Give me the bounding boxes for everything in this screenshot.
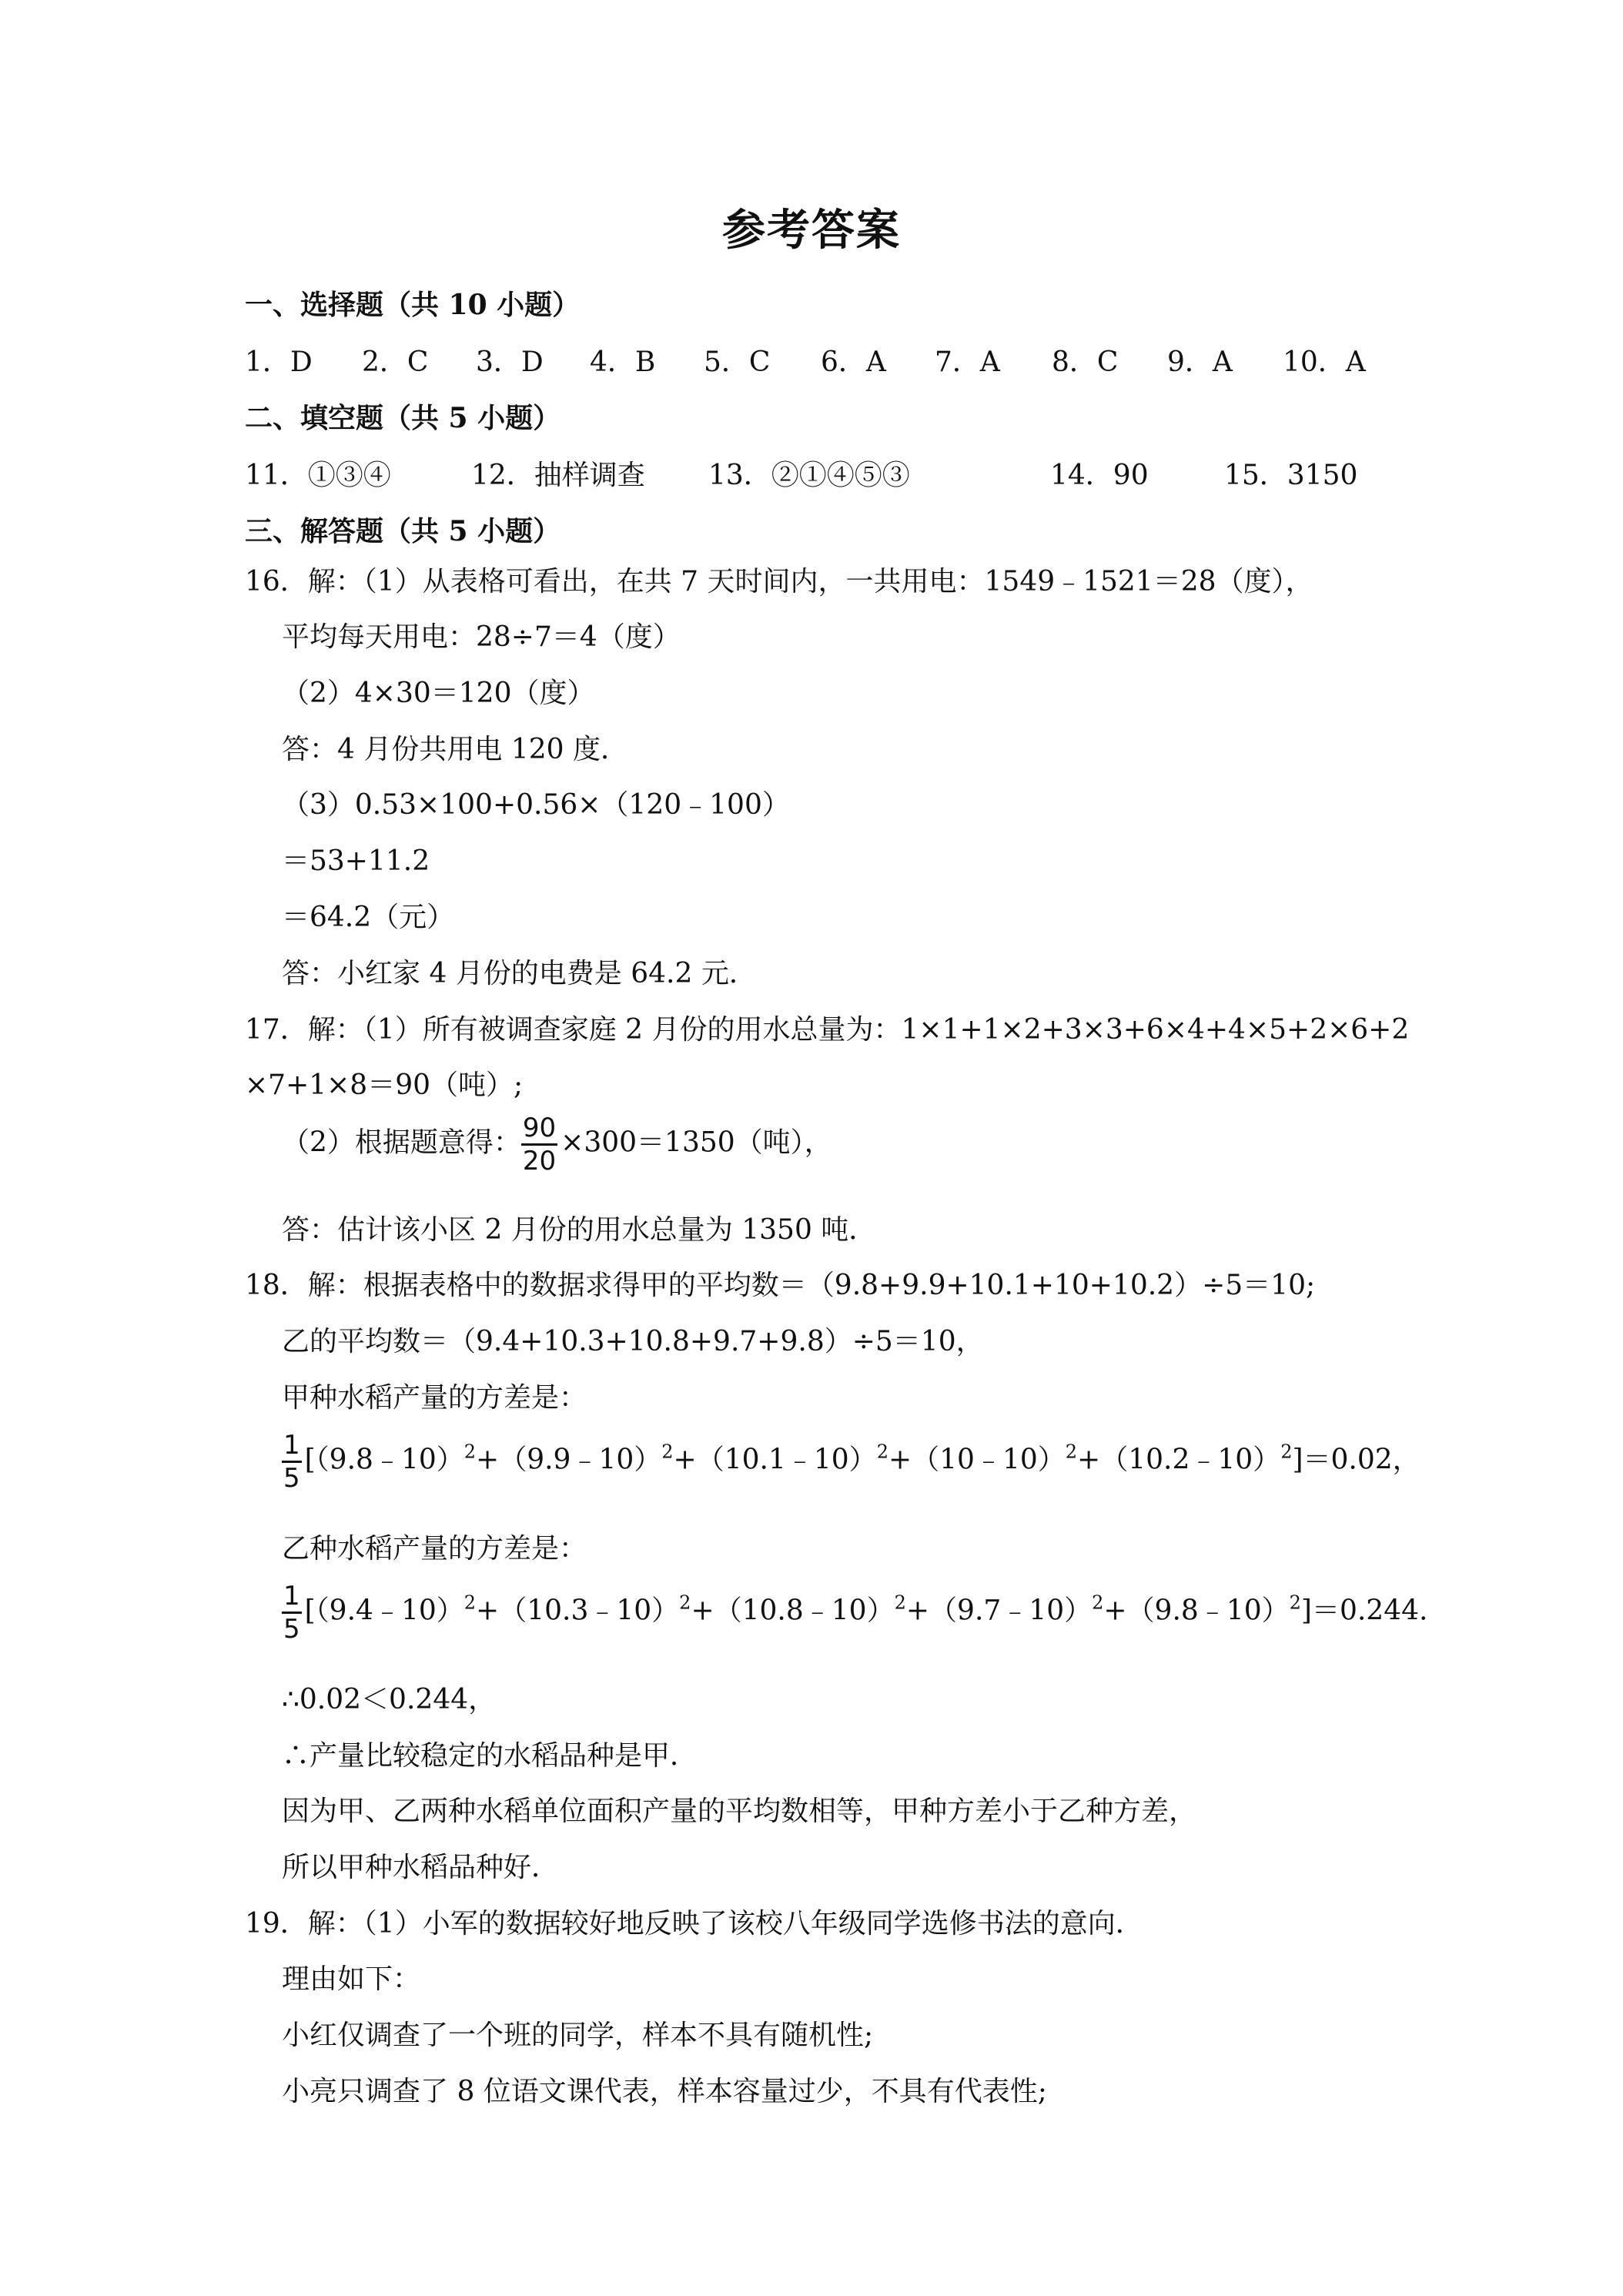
fraction-denominator: 5 (283, 1463, 300, 1494)
solution-line: 平均每天用电：28÷7＝4（度） (282, 621, 681, 653)
answer-item: 7．A (935, 346, 1000, 378)
answer-item: 13．②①④⑤③ (708, 460, 910, 491)
solution-line: ×7+1×8＝90（吨）; (245, 1069, 524, 1101)
exponent: 2 (463, 1441, 477, 1463)
answer-item: 3．D (476, 346, 544, 378)
solution-line: 19．解：（1）小军的数据较好地反映了该校八年级同学选修书法的意向． (245, 1908, 1143, 1940)
page-title: 参考答案 (722, 205, 901, 256)
exponent: 2 (1065, 1441, 1078, 1463)
solution-line: 16．解：（1）从表格可看出，在共 7 天时间内，一共用电：1549﹣1521＝28（度）， (245, 566, 1313, 597)
exponent: 2 (661, 1441, 674, 1463)
solution-line: 答：估计该小区 2 月份的用水总量为 1350 吨． (282, 1214, 877, 1246)
solution-line: （2）4×30＝120（度） (282, 678, 595, 709)
answer-item: 10．A (1283, 346, 1366, 378)
fraction (282, 1581, 302, 1645)
exponent: 2 (876, 1441, 888, 1463)
fraction-numerator: 1 (282, 1583, 302, 1614)
solution-line: 甲种水稻产量的方差是： (282, 1382, 587, 1414)
answer-item: 15．3150 (1224, 460, 1358, 491)
fraction (521, 1115, 557, 1174)
answer-item: 5．C (704, 346, 771, 378)
solution-line: 因为甲、乙两种水稻单位面积产量的平均数相等，甲种方差小于乙种方差， (282, 1796, 1197, 1827)
exponent: 2 (679, 1591, 691, 1614)
solution-line: 小亮只调查了 8 位语文课代表，样本容量过少，不具有代表性; (282, 2076, 1047, 2107)
answer-item: 11．①③④ (245, 460, 391, 491)
fraction-denominator: 20 (522, 1146, 557, 1176)
solution-line: 18．解：根据表格中的数据求得甲的平均数＝（9.8+9.9+10.1+10+10.2）÷5＝10; (245, 1270, 1316, 1301)
section-heading-choice: 一、选择题（共 10 小题） (245, 289, 581, 321)
solution-line: 所以甲种水稻品种好． (282, 1852, 560, 1883)
solution-line: （3）0.53×100+0.56×（120﹣100） (282, 789, 790, 821)
answer-item: 8．C (1052, 346, 1119, 378)
solution-line: ∴产量比较稳定的水稻品种是甲． (282, 1740, 698, 1772)
answer-item: 9．A (1167, 346, 1233, 378)
term: ]＝0.244. (1300, 1595, 1428, 1627)
fraction-denominator: 5 (283, 1614, 300, 1645)
exponent: 2 (894, 1591, 906, 1614)
term: ]＝0.02， (1292, 1444, 1421, 1476)
exponent: 2 (463, 1591, 477, 1614)
answer-item: 14．90 (1050, 460, 1149, 491)
solution-line: ∴0.02＜0.244， (282, 1684, 497, 1715)
answer-item: 1．D (245, 346, 313, 378)
term: +（10.1﹣10） (673, 1444, 877, 1476)
term: +（10.3﹣10） (476, 1595, 680, 1627)
fraction-numerator: 90 (521, 1115, 557, 1146)
solution-line: 乙的平均数＝（9.4+10.3+10.8+9.7+9.8）÷5＝10， (282, 1326, 984, 1357)
solution-line: 答：小红家 4 月份的电费是 64.2 元． (282, 958, 757, 989)
term: +（10﹣10） (888, 1444, 1066, 1476)
answer-item: 12．抽样调查 (471, 460, 645, 491)
term: +（9.7﹣10） (905, 1595, 1093, 1627)
section-heading-fill: 二、填空题（共 5 小题） (245, 402, 561, 434)
solution-line: 乙种水稻产量的方差是： (282, 1533, 587, 1565)
variance-formula-jia (282, 1430, 1421, 1494)
answer-item: 4．B (590, 346, 656, 378)
answer-item: 6．A (821, 346, 886, 378)
term: +（10.2﹣10） (1077, 1444, 1281, 1476)
solution-line: 答：4 月份共用电 120 度． (282, 734, 628, 765)
term: +（10.8﹣10） (691, 1595, 895, 1627)
solution-line: 小红仅调查了一个班的同学，样本不具有随机性; (282, 2020, 874, 2051)
exponent: 2 (1280, 1441, 1293, 1463)
section-heading-solutions: 三、解答题（共 5 小题） (245, 515, 561, 547)
term: [（9.8﹣10） (304, 1444, 464, 1476)
exponent: 2 (1092, 1591, 1104, 1614)
solution-line: 17．解：（1）所有被调查家庭 2 月份的用水总量为：1×1+1×2+3×3+6×4+4×5+2×6+2 (245, 1014, 1410, 1046)
exponent: 2 (1289, 1591, 1301, 1614)
term: [（9.4﹣10） (304, 1595, 464, 1627)
text-segment: （2）根据题意得： (282, 1126, 521, 1159)
term: +（9.9﹣10） (476, 1444, 662, 1476)
solution-line: 理由如下： (282, 1963, 421, 1995)
term: +（9.8﹣10） (1103, 1595, 1290, 1627)
fraction-numerator: 1 (282, 1432, 302, 1463)
solution-line: ＝64.2（元） (282, 902, 455, 933)
variance-formula-yi (282, 1581, 1428, 1645)
text-segment: ×300＝1350（吨）， (561, 1126, 832, 1159)
solution-line-fraction (282, 1115, 832, 1174)
solution-line: ＝53+11.2 (282, 845, 430, 877)
fraction (282, 1430, 302, 1494)
answer-item: 2．C (362, 346, 429, 378)
